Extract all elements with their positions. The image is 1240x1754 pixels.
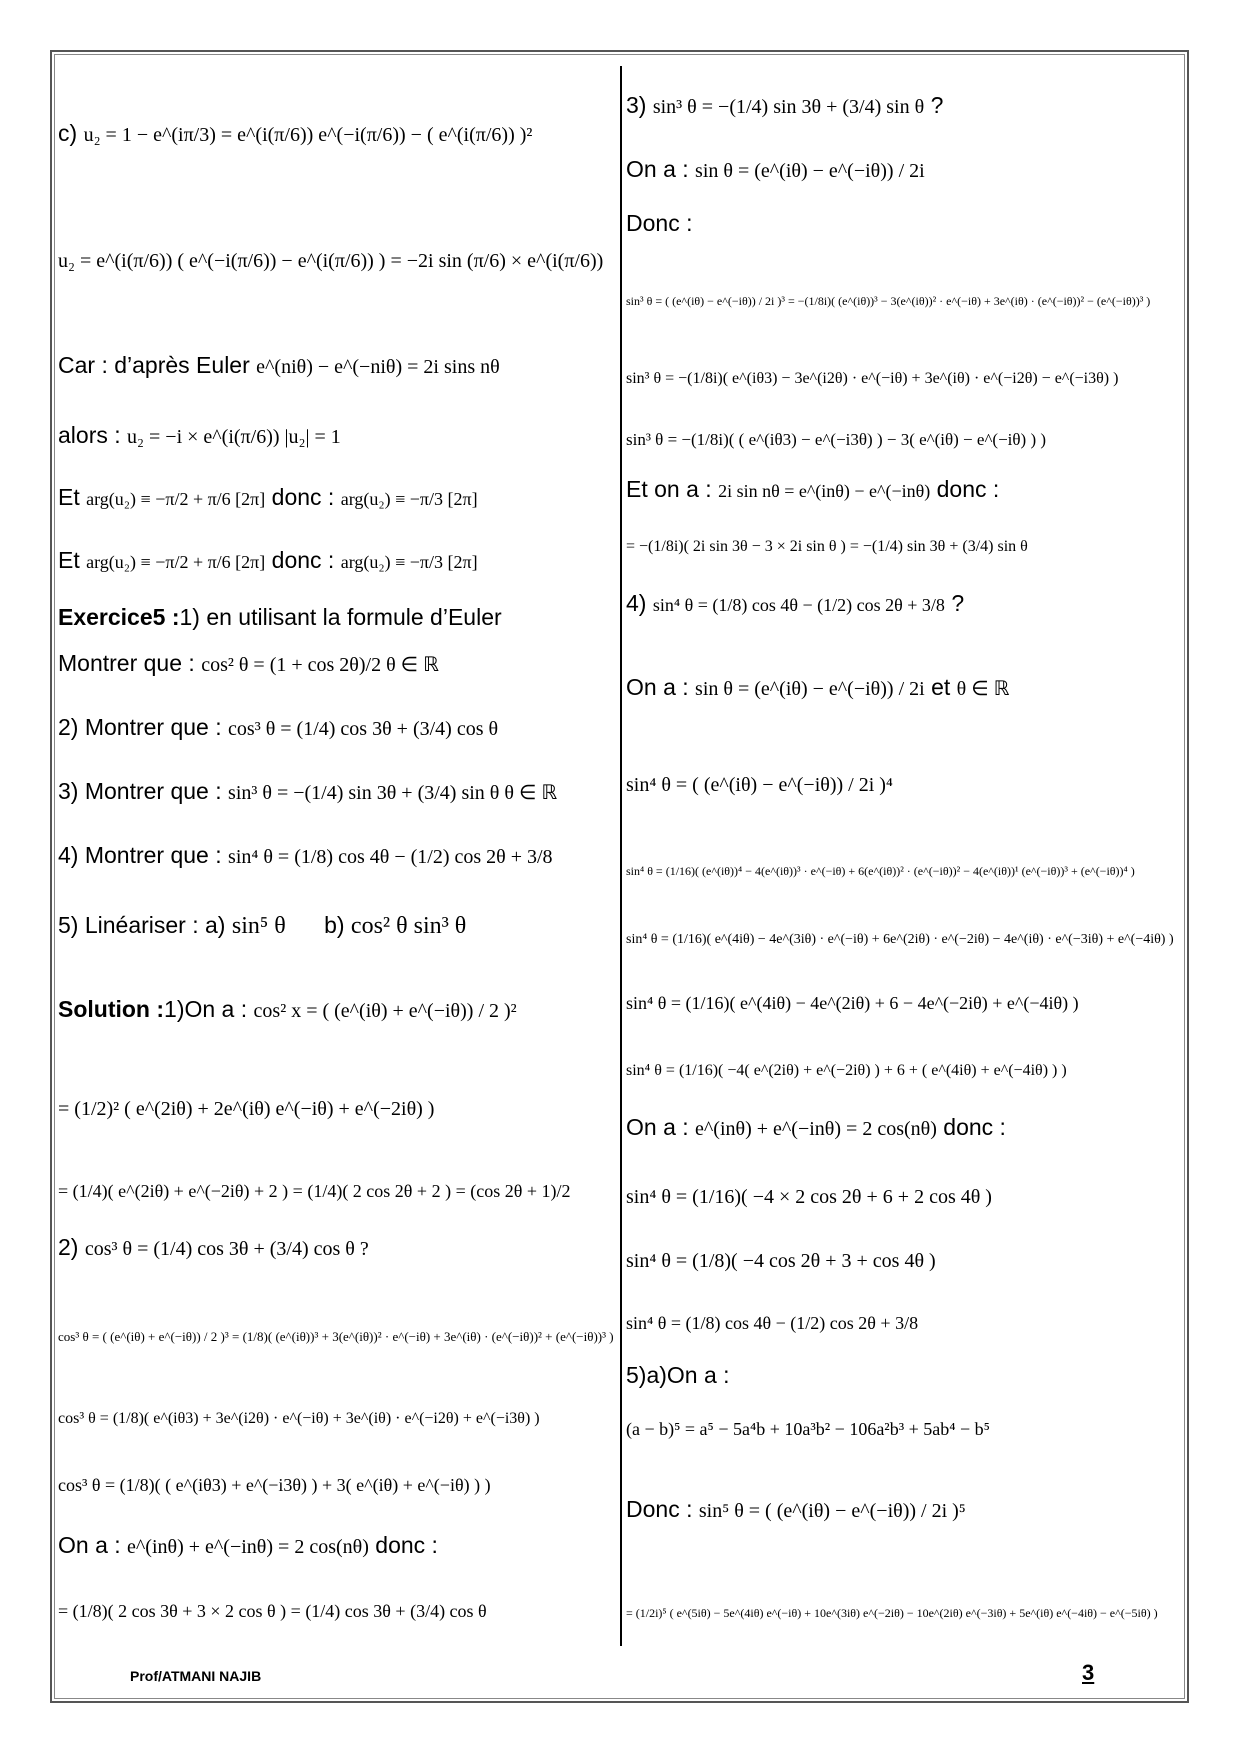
solution-step-5: cos³ θ = (1/8)( e^(iθ3) + 3e^(i2θ) · e^(−iθ) + 3e^(iθ) · e^(−i2θ) + e^(−i3θ) ) [58,1410,540,1427]
column-divider [620,66,622,1646]
r-on-a-2: On a : sin θ = (e^(iθ) − e^(−iθ)) / 2i et θ ∈ ℝ [626,674,1010,700]
r-donc-1: Donc : [626,210,693,236]
question-3: 3) Montrer que : sin³ θ = −(1/4) sin 3θ + (3/4) sin θ θ ∈ ℝ [58,778,558,804]
solution-part-2: 2) cos³ θ = (1/4) cos 3θ + (3/4) cos θ ? [58,1234,369,1260]
r-part-3: 3) sin³ θ = −(1/4) sin 3θ + (3/4) sin θ ? [626,92,944,118]
solution-step-6: cos³ θ = (1/8)( ( e^(iθ3) + e^(−i3θ) ) + 3( e^(iθ) + e^(−iθ) ) ) [58,1475,491,1495]
line-arg-2: Et arg(u₂) ≡ −π/2 + π/6 [2π] donc : arg(u₂) ≡ −π/3 [2π] [58,547,478,573]
line-alors: alors : u₂ = −i × e^(i(π/6)) |u₂| = 1 [58,422,341,448]
question-2: 2) Montrer que : cos³ θ = (1/4) cos 3θ + (3/4) cos θ [58,714,499,740]
line-c: c) u₂ = 1 − e^(iπ/3) = e^(i(π/6)) e^(−i(π/6)) − ( e^(i(π/6)) )² [58,120,533,146]
r-binomial: (a − b)⁵ = a⁵ − 5a⁴b + 10a³b² − 106a²b³ + 5ab⁴ − b⁵ [626,1419,990,1439]
r-step-6: sin³ θ = −(1/8i)( ( e^(iθ3) − e^(−i3θ) ) − 3( e^(iθ) − e^(−iθ) ) ) [626,430,1047,449]
solution-title: Solution :1)On a : cos² x = ( (e^(iθ) + e^(−iθ)) / 2 )² [58,996,517,1022]
r-step-17: sin⁴ θ = (1/16)( −4 × 2 cos 2θ + 6 + 2 cos 4θ ) [626,1186,992,1208]
question-1: Montrer que : cos² θ = (1 + cos 2θ)/2 θ ∈ ℝ [58,650,439,676]
page-number: 3 [1082,1660,1095,1685]
line-arg-1: Et arg(u₂) ≡ −π/2 + π/6 [2π] donc : arg(u₂) ≡ −π/3 [2π] [58,484,478,510]
r-step-13: sin⁴ θ = (1/16)( e^(4iθ) − 4e^(3iθ) · e^(−iθ) + 6e^(2iθ) · e^(−2iθ) − 4e^(iθ) · e^(−3iθ) + e^(−4iθ) ) [626,932,1174,947]
line-u2: u₂ = e^(i(π/6)) ( e^(−i(π/6)) − e^(i(π/6)) ) = −2i sin (π/6) × e^(i(π/6)) [58,250,604,272]
line-euler: Car : d’après Euler e^(niθ) − e^(−niθ) = 2i sins nθ [58,352,500,378]
r-part-4: 4) sin⁴ θ = (1/8) cos 4θ − (1/2) cos 2θ + 3/8 ? [626,590,965,616]
solution-step-1: = (1/2)² ( e^(2iθ) + 2e^(iθ) e^(−iθ) + e^(−2iθ) ) [58,1098,435,1120]
r-step-14: sin⁴ θ = (1/16)( e^(4iθ) − 4e^(2iθ) + 6 − 4e^(−2iθ) + e^(−4iθ) ) [626,993,1079,1013]
solution-step-2: = (1/4)( e^(2iθ) + e^(−2iθ) + 2 ) = (1/4)( 2 cos 2θ + 2 ) = (cos 2θ + 1)/2 [58,1181,571,1201]
r-step-8: = −(1/8i)( 2i sin 3θ − 3 × 2i sin θ ) = −(1/4) sin 3θ + (3/4) sin θ [626,538,1028,555]
r-step-5: sin³ θ = −(1/8i)( e^(iθ3) − 3e^(i2θ) · e^(−iθ) + 3e^(iθ) · e^(−i2θ) − e^(−i3θ) ) [626,370,1119,387]
r-step-12: sin⁴ θ = (1/16)( (e^(iθ))⁴ − 4(e^(iθ))³ · e^(−iθ) + 6(e^(iθ))² · (e^(−iθ))² − 4(e^(iθ))¹ (e^(−iθ))³ + (e^(−iθ))⁴ ) [626,864,1135,878]
r-donc-2: Donc : sin⁵ θ = ( (e^(iθ) − e^(−iθ)) / 2i )⁵ [626,1496,966,1522]
r-step-19: sin⁴ θ = (1/8) cos 4θ − (1/2) cos 2θ + 3/8 [626,1313,919,1333]
r-step-23: = (1/2i)⁵ ( e^(5iθ) − 5e^(4iθ) e^(−iθ) + 10e^(3iθ) e^(−2iθ) − 10e^(2iθ) e^(−3iθ) + 5e^(iθ) e^(−4iθ) − e^(−5iθ) ) [626,1606,1158,1620]
r-step-4: sin³ θ = ( (e^(iθ) − e^(−iθ)) / 2i )³ = −(1/8i)( (e^(iθ))³ − 3(e^(iθ))² · e^(−iθ) + 3e^(iθ) · (e^(−iθ))² − (e^(−iθ))³ ) [626,294,1151,308]
footer-author: Prof/ATMANI NAJIB [130,1668,262,1684]
r-step-7: Et on a : 2i sin nθ = e^(inθ) − e^(−inθ) donc : [626,476,1000,502]
r-step-18: sin⁴ θ = (1/8)( −4 cos 2θ + 3 + cos 4θ ) [626,1250,936,1272]
question-4: 4) Montrer que : sin⁴ θ = (1/8) cos 4θ − (1/2) cos 2θ + 3/8 [58,842,553,868]
solution-step-8: = (1/8)( 2 cos 3θ + 3 × 2 cos θ ) = (1/4) cos 3θ + (3/4) cos θ [58,1601,487,1621]
question-5: 5) Linéariser : a) sin⁵ θ b) cos² θ sin³ θ [58,912,467,939]
r-step-15: sin⁴ θ = (1/16)( −4( e^(2iθ) + e^(−2iθ) ) + 6 + ( e^(4iθ) + e^(−4iθ) ) ) [626,1062,1067,1079]
r-on-a-1: On a : sin θ = (e^(iθ) − e^(−iθ)) / 2i [626,156,925,182]
r-on-a-3: On a : e^(inθ) + e^(−inθ) = 2 cos(nθ) donc : [626,1114,1006,1140]
solution-step-7: On a : e^(inθ) + e^(−inθ) = 2 cos(nθ) donc : [58,1532,438,1558]
r-part-5a: 5)a)On a : [626,1362,730,1388]
exercise-title: Exercice5 :1) en utilisant la formule d’Euler [58,604,502,630]
r-step-11: sin⁴ θ = ( (e^(iθ) − e^(−iθ)) / 2i )⁴ [626,774,893,796]
solution-step-4: cos³ θ = ( (e^(iθ) + e^(−iθ)) / 2 )³ = (1/8)( (e^(iθ))³ + 3(e^(iθ))² · e^(−iθ) + 3e^(iθ) · (e^(−iθ))² + (e^(−iθ))³ ) [58,1329,614,1344]
